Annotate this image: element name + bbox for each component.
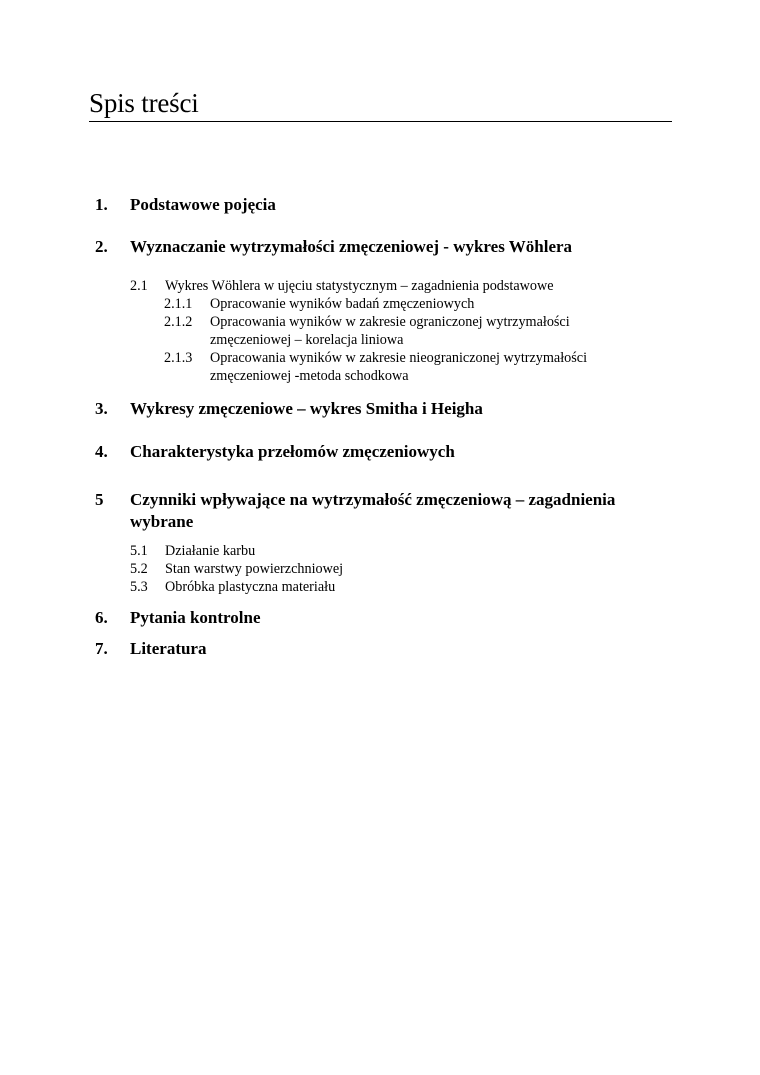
toc-subsection-title: Opracowania wyników w zakresie ograniczonej wytrzymałości zmęczeniowej – korelacja liniowa [210, 314, 570, 348]
toc-section-number: 7. [95, 639, 108, 658]
toc-section-title: Czynniki wpływające na wytrzymałość zmęczeniową – zagadnienia wybrane [130, 490, 616, 531]
toc-section-number: 2. [95, 237, 108, 256]
toc-subsection-title: Stan warstwy powierzchniowej [165, 561, 344, 577]
toc-subsection-number: 2.1.2 [164, 314, 193, 330]
toc-subsection-number: 2.1.3 [164, 350, 193, 366]
toc-subsection-title: Działanie karbu [165, 543, 256, 559]
toc-subsection-title: Wykres Wöhlera w ujęciu statystycznym – zagadnienia podstawowe [165, 278, 554, 294]
toc-subsection-number: 5.2 [130, 561, 148, 577]
toc-section-title: Wyznaczanie wytrzymałości zmęczeniowej - wykres Wöhlera [130, 237, 573, 256]
toc-section-title: Literatura [130, 639, 207, 658]
toc-subsection-title: Obróbka plastyczna materiału [165, 579, 336, 595]
page-title: Spis treści [89, 88, 199, 118]
toc-subsection-number: 5.1 [130, 543, 148, 559]
toc-section-number: 1. [95, 195, 108, 214]
toc-section-number: 3. [95, 399, 108, 418]
toc-section-number: 4. [95, 442, 108, 461]
toc-section-title: Wykresy zmęczeniowe – wykres Smitha i Heigha [130, 399, 483, 418]
toc-subsection-title: Opracowanie wyników badań zmęczeniowych [210, 296, 475, 312]
toc-section-number: 6. [95, 608, 108, 627]
toc-section-number: 5 [95, 490, 104, 509]
toc-section-title: Podstawowe pojęcia [130, 195, 276, 214]
title-rule [89, 121, 672, 122]
toc-section-title: Charakterystyka przełomów zmęczeniowych [130, 442, 455, 461]
toc-section-title: Pytania kontrolne [130, 608, 261, 627]
toc-subsection-title: Opracowania wyników w zakresie nieograniczonej wytrzymałości zmęczeniowej -metoda schodkowa [210, 350, 588, 384]
toc-subsection-number: 5.3 [130, 579, 148, 595]
toc-subsection-number: 2.1.1 [164, 296, 193, 312]
toc-subsection-number: 2.1 [130, 278, 148, 294]
